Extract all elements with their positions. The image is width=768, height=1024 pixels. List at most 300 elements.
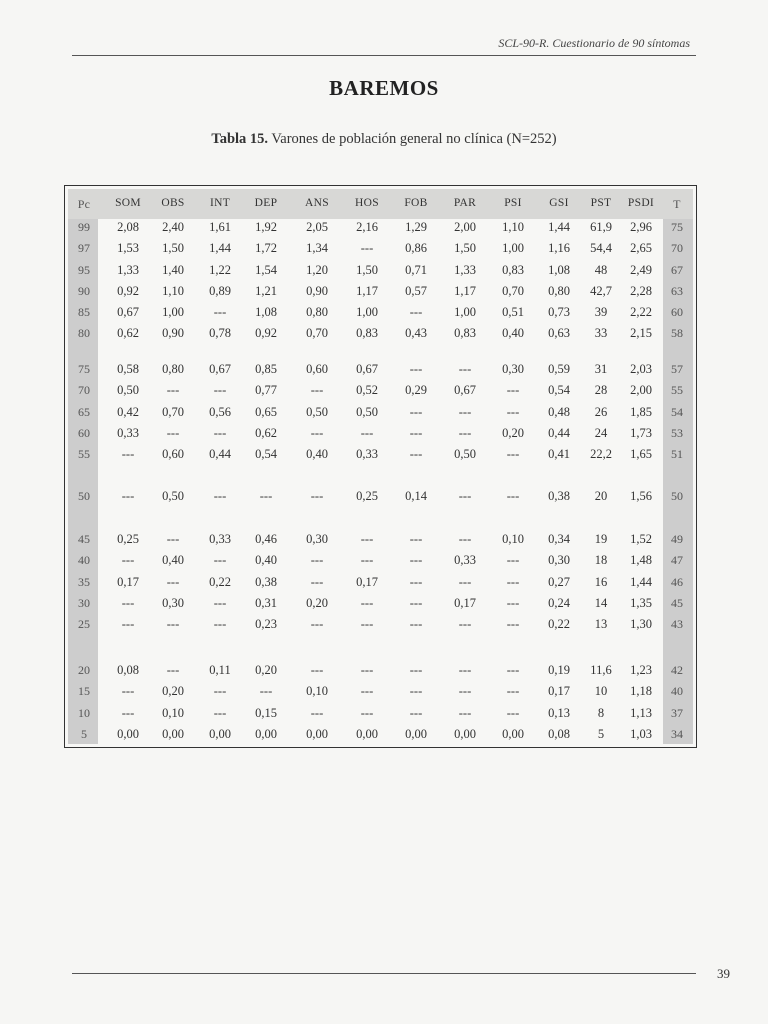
- table-cell: 0,00: [117, 726, 139, 741]
- table-cell: 0,41: [548, 447, 570, 461]
- table-cell: 1,85: [630, 404, 652, 419]
- t-score-cell: 70: [671, 241, 683, 256]
- table-cell: ---: [360, 532, 374, 546]
- table-cell: 1,54: [255, 262, 277, 277]
- table-cell: 0,00: [209, 726, 231, 741]
- table-cell: 2,15: [630, 326, 652, 341]
- t-score-cell: 55: [671, 383, 683, 398]
- table-cell: 1,61: [209, 220, 231, 234]
- table-cell: 0,40: [255, 553, 277, 568]
- table-cell: 11,6: [590, 663, 612, 677]
- table-cell: ---: [360, 617, 374, 631]
- table-caption: [0, 131, 768, 148]
- column-header: T: [673, 197, 681, 211]
- table-cell: ---: [213, 617, 227, 631]
- table-cell: 0,92: [117, 283, 139, 298]
- table-cell: ---: [409, 447, 423, 461]
- table-cell: ---: [166, 425, 180, 440]
- table-cell: 0,50: [454, 447, 476, 461]
- table-cell: 2,49: [630, 262, 652, 277]
- table-cell: ---: [409, 404, 423, 419]
- table-cell: ---: [213, 489, 227, 503]
- table-cell: 0,34: [548, 532, 570, 546]
- table-cell: ---: [166, 663, 180, 677]
- table-cell: ---: [310, 617, 324, 631]
- table-cell: 0,50: [306, 404, 328, 419]
- table-cell: 0,30: [548, 553, 570, 568]
- t-score-cell: 60: [671, 305, 683, 319]
- table-cell: 0,83: [454, 326, 476, 341]
- table-cell: ---: [458, 532, 472, 546]
- table-cell: 0,33: [454, 553, 476, 568]
- table-cell: 0,33: [209, 532, 231, 546]
- table-cell: ---: [213, 595, 227, 610]
- t-score-cell: 42: [671, 663, 683, 677]
- column-header: PAR: [453, 197, 477, 209]
- table-cell: 0,54: [255, 447, 277, 461]
- table-cell: ---: [166, 617, 180, 631]
- table-cell: ---: [360, 553, 374, 568]
- table-cell: ---: [310, 425, 324, 440]
- table-cell: 0,20: [255, 663, 277, 677]
- table-cell: 1,56: [630, 489, 652, 503]
- table-cell: 0,92: [255, 326, 277, 341]
- table-cell: 0,63: [548, 326, 570, 341]
- table-cell: 0,00: [162, 726, 184, 741]
- column-header: SOM: [115, 197, 141, 209]
- table-cell: 0,67: [356, 362, 378, 376]
- column-header: Pc: [77, 197, 91, 211]
- table-cell: ---: [409, 425, 423, 440]
- table-cell: 0,27: [548, 574, 570, 589]
- table-cell: 54,4: [590, 241, 612, 256]
- percentile-cell: 30: [78, 595, 90, 610]
- percentile-cell: 45: [78, 532, 90, 546]
- table-cell: 1,00: [454, 305, 476, 319]
- table-cell: 48: [594, 262, 608, 277]
- table-cell: 0,30: [502, 362, 524, 376]
- table-cell: ---: [121, 617, 135, 631]
- running-head: SCL-90-R. Cuestionario de 90 síntomas: [498, 36, 690, 50]
- table-cell: 0,40: [306, 447, 328, 461]
- column-header: HOS: [355, 197, 379, 209]
- column-header: ANS: [305, 197, 329, 209]
- table-cell: 0,00: [306, 726, 328, 741]
- table-cell: 1,18: [630, 684, 652, 699]
- table-cell: 39: [594, 305, 608, 319]
- table-cell: ---: [360, 425, 374, 440]
- table-cell: 1,00: [356, 305, 378, 319]
- table-cell: 0,00: [454, 726, 476, 741]
- table-cell: 1,17: [356, 283, 378, 298]
- percentile-cell: 55: [78, 447, 90, 461]
- table-cell: 1,16: [548, 241, 570, 256]
- table-cell: ---: [458, 404, 472, 419]
- table-cell: ---: [213, 383, 227, 398]
- t-score-cell: 53: [671, 425, 683, 440]
- caption-label: Tabla 15.: [211, 131, 269, 147]
- table-cell: 0,10: [306, 684, 328, 699]
- table-cell: ---: [166, 383, 180, 398]
- table-cell: 0,67: [209, 362, 231, 376]
- t-score-cell: 45: [671, 595, 683, 610]
- table-cell: ---: [506, 447, 520, 461]
- percentile-cell: 70: [78, 383, 90, 398]
- table-cell: ---: [409, 595, 423, 610]
- percentile-cell: 25: [78, 617, 90, 631]
- column-header: INT: [209, 197, 231, 209]
- table-cell: 0,25: [356, 489, 378, 503]
- table-cell: ---: [121, 489, 135, 503]
- table-cell: 2,28: [630, 283, 652, 298]
- table-cell: 1,20: [306, 262, 328, 277]
- table-cell: 0,48: [548, 404, 570, 419]
- table-cell: ---: [310, 574, 324, 589]
- percentile-cell: 10: [78, 705, 90, 720]
- table-cell: 1,52: [630, 532, 652, 546]
- table-cell: 0,08: [548, 726, 570, 741]
- table-cell: ---: [506, 489, 520, 503]
- table-cell: 42,7: [590, 283, 612, 298]
- table-cell: 0,00: [255, 726, 277, 741]
- table-cell: 0,54: [548, 383, 570, 398]
- table-cell: 0,20: [502, 425, 524, 440]
- table-cell: 2,05: [306, 220, 328, 234]
- column-header: PST: [590, 197, 612, 209]
- table-cell: ---: [310, 663, 324, 677]
- table-cell: 1,44: [209, 241, 231, 256]
- table-cell: 0,78: [209, 326, 231, 341]
- table-cell: ---: [310, 383, 324, 398]
- table-cell: 1,44: [548, 220, 570, 234]
- table-cell: 0,33: [356, 447, 378, 461]
- table-cell: 2,00: [454, 220, 476, 234]
- table-cell: ---: [121, 553, 135, 568]
- table-cell: ---: [506, 574, 520, 589]
- table-cell: 0,80: [162, 362, 184, 376]
- table-cell: 0,33: [117, 425, 139, 440]
- page-title: BAREMOS: [329, 76, 439, 100]
- table-cell: 0,00: [356, 726, 378, 741]
- table-cell: 14: [594, 595, 608, 610]
- table-cell: 1,35: [630, 595, 652, 610]
- table-cell: 0,59: [548, 362, 570, 376]
- table-cell: 1,10: [162, 283, 184, 298]
- table-cell: 0,22: [209, 574, 231, 589]
- table-cell: 10: [594, 684, 608, 699]
- table-cell: 0,23: [255, 617, 277, 631]
- table-cell: 31: [594, 362, 608, 376]
- table-cell: 61,9: [590, 220, 612, 234]
- table-cell: 0,08: [117, 663, 139, 677]
- percentile-cell: 35: [78, 574, 90, 589]
- t-score-cell: 43: [671, 617, 683, 631]
- percentile-cell: 99: [78, 220, 90, 234]
- column-header: DEP: [254, 197, 278, 209]
- table-cell: 0,44: [548, 425, 570, 440]
- table-cell: 1,92: [255, 220, 277, 234]
- table-cell: 1,00: [502, 241, 524, 256]
- table-cell: ---: [213, 705, 227, 720]
- table-cell: 0,30: [162, 595, 184, 610]
- table-cell: ---: [409, 705, 423, 720]
- table-cell: 0,73: [548, 305, 570, 319]
- table-cell: ---: [259, 489, 273, 503]
- table-cell: 0,85: [255, 362, 277, 376]
- table-cell: 0,83: [502, 262, 524, 277]
- table-cell: 1,23: [630, 663, 652, 677]
- table-cell: 0,56: [209, 404, 231, 419]
- table-cell: ---: [506, 553, 520, 568]
- t-score-cell: 63: [671, 283, 683, 298]
- table-cell: 26: [594, 404, 608, 419]
- table-cell: ---: [409, 532, 423, 546]
- table-cell: ---: [458, 425, 472, 440]
- table-cell: 13: [594, 617, 608, 631]
- table-cell: 1,33: [117, 262, 139, 277]
- table-cell: 0,40: [162, 553, 184, 568]
- table-cell: 1,00: [162, 305, 184, 319]
- table-cell: 22,2: [590, 447, 612, 461]
- table-cell: 0,67: [117, 305, 139, 319]
- table-cell: 5: [597, 726, 605, 741]
- column-header: OBS: [161, 197, 185, 209]
- table-cell: 0,57: [405, 283, 427, 298]
- table-cell: ---: [310, 705, 324, 720]
- t-score-cell: 54: [671, 404, 683, 419]
- table-cell: ---: [409, 362, 423, 376]
- table-cell: 1,53: [117, 241, 139, 256]
- table-cell: 0,17: [117, 574, 139, 589]
- percentile-cell: 97: [78, 241, 90, 256]
- table-cell: 1,22: [209, 262, 231, 277]
- table-cell: 28: [594, 383, 608, 398]
- table-cell: ---: [409, 663, 423, 677]
- table-cell: 1,48: [630, 553, 652, 568]
- table-cell: 1,30: [630, 617, 652, 631]
- table-cell: 0,13: [548, 705, 570, 720]
- table-cell: ---: [409, 553, 423, 568]
- table-cell: 2,00: [630, 383, 652, 398]
- percentile-cell: 60: [78, 425, 90, 440]
- percentile-cell: 15: [78, 684, 90, 699]
- table-cell: 1,50: [454, 241, 476, 256]
- table-cell: 0,17: [548, 684, 570, 699]
- table-cell: 2,22: [630, 305, 652, 319]
- table-cell: ---: [360, 705, 374, 720]
- table-cell: 0,71: [405, 262, 427, 277]
- table-cell: ---: [409, 305, 423, 319]
- table-cell: 0,50: [356, 404, 378, 419]
- table-cell: 0,80: [306, 305, 328, 319]
- table-cell: 0,50: [162, 489, 184, 503]
- table-cell: 0,17: [356, 574, 378, 589]
- table-cell: ---: [213, 425, 227, 440]
- percentile-cell: 5: [81, 726, 87, 741]
- table-cell: ---: [506, 684, 520, 699]
- table-cell: 20: [594, 489, 608, 503]
- table-cell: 0,46: [255, 532, 277, 546]
- percentile-cell: 65: [78, 404, 90, 419]
- table-cell: 0,43: [405, 326, 427, 341]
- table-cell: ---: [121, 684, 135, 699]
- table-cell: ---: [121, 595, 135, 610]
- table-cell: ---: [360, 684, 374, 699]
- table-cell: 0,77: [255, 383, 277, 398]
- column-header: GSI: [549, 197, 569, 209]
- table-cell: 0,38: [548, 489, 570, 503]
- table-cell: ---: [166, 574, 180, 589]
- table-cell: 0,51: [502, 305, 524, 319]
- table-cell: ---: [458, 705, 472, 720]
- table-cell: 1,50: [356, 262, 378, 277]
- table-cell: 0,10: [162, 705, 184, 720]
- table-cell: 0,11: [209, 663, 231, 677]
- top-rule: [72, 55, 696, 56]
- percentile-cell: 80: [78, 326, 90, 341]
- table-cell: ---: [310, 553, 324, 568]
- table-cell: 0,52: [356, 383, 378, 398]
- t-score-cell: 67: [671, 262, 683, 277]
- table-cell: 1,34: [306, 241, 328, 256]
- table-cell: 0,60: [162, 447, 184, 461]
- table-cell: 0,10: [502, 532, 524, 546]
- percentile-cell: 20: [78, 663, 90, 677]
- table-cell: ---: [506, 617, 520, 631]
- table-cell: ---: [310, 489, 324, 503]
- table-cell: ---: [409, 574, 423, 589]
- table-cell: 1,08: [255, 305, 277, 319]
- table-cell: ---: [506, 663, 520, 677]
- table-cell: 0,25: [117, 532, 139, 546]
- table-cell: 1,08: [548, 262, 570, 277]
- table-cell: 0,40: [502, 326, 524, 341]
- table-cell: 1,13: [630, 705, 652, 720]
- t-score-cell: 40: [671, 684, 683, 699]
- t-score-cell: 47: [671, 553, 683, 568]
- t-score-cell: 50: [671, 489, 683, 503]
- table-cell: 0,58: [117, 362, 139, 376]
- table-cell: 0,19: [548, 663, 570, 677]
- bottom-rule: [72, 973, 696, 974]
- t-score-cell: 51: [671, 447, 683, 461]
- table-cell: 0,67: [454, 383, 476, 398]
- column-header: PSDI: [627, 197, 655, 209]
- table-cell: ---: [458, 663, 472, 677]
- table-cell: 0,29: [405, 383, 427, 398]
- percentile-cell: 40: [78, 553, 90, 568]
- table-cell: 0,24: [548, 595, 570, 610]
- table-cell: 1,17: [454, 283, 476, 298]
- table-cell: 19: [594, 532, 608, 546]
- table-cell: 1,40: [162, 262, 184, 277]
- table-cell: 0,20: [306, 595, 328, 610]
- table-cell: 8: [597, 705, 605, 720]
- table-cell: 0,00: [502, 726, 524, 741]
- table-cell: 0,70: [306, 326, 328, 341]
- table-cell: 0,83: [356, 326, 378, 341]
- table-cell: 2,03: [630, 362, 652, 376]
- t-score-cell: 57: [671, 362, 683, 376]
- table-cell: 0,60: [306, 362, 328, 376]
- table-cell: ---: [259, 684, 273, 699]
- table-cell: ---: [121, 705, 135, 720]
- table-cell: 1,33: [454, 262, 476, 277]
- t-score-cell: 49: [671, 532, 683, 546]
- table-cell: 1,21: [255, 283, 277, 298]
- table-cell: 0,70: [502, 283, 524, 298]
- caption-text: Varones de población general no clínica (N=252): [268, 131, 557, 147]
- table-cell: 1,44: [630, 574, 652, 589]
- table-cell: 0,90: [306, 283, 328, 298]
- table-cell: 0,89: [209, 283, 231, 298]
- table-cell: ---: [458, 684, 472, 699]
- table-cell: 0,50: [117, 383, 139, 398]
- table-cell: 0,70: [162, 404, 184, 419]
- table-cell: ---: [409, 684, 423, 699]
- table-cell: ---: [166, 532, 180, 546]
- table-cell: ---: [506, 383, 520, 398]
- table-cell: ---: [213, 684, 227, 699]
- table-cell: ---: [213, 305, 227, 319]
- percentile-cell: 50: [78, 489, 90, 503]
- table-cell: 0,00: [405, 726, 427, 741]
- table-cell: ---: [506, 595, 520, 610]
- table-cell: 1,50: [162, 241, 184, 256]
- percentile-cell: 85: [78, 305, 90, 319]
- table-cell: ---: [458, 574, 472, 589]
- table-cell: 1,29: [405, 220, 427, 234]
- percentile-cell: 90: [78, 283, 90, 298]
- table-cell: 0,65: [255, 404, 277, 419]
- table-cell: 0,22: [548, 617, 570, 631]
- table-cell: 2,40: [162, 220, 184, 234]
- table-cell: ---: [506, 705, 520, 720]
- table-cell: 0,62: [255, 425, 277, 440]
- table-cell: 0,80: [548, 283, 570, 298]
- table-cell: 0,14: [405, 489, 427, 503]
- table-cell: 2,96: [630, 220, 652, 234]
- norms-table: [64, 185, 697, 748]
- table-cell: 24: [594, 425, 608, 440]
- table-cell: 0,44: [209, 447, 231, 461]
- table-cell: 33: [594, 326, 608, 341]
- table-cell: 1,65: [630, 447, 652, 461]
- t-score-cell: 58: [671, 326, 683, 341]
- t-score-cell: 34: [671, 726, 683, 741]
- table-cell: 0,15: [255, 705, 277, 720]
- table-cell: ---: [360, 595, 374, 610]
- table-cell: 0,42: [117, 404, 139, 419]
- table-cell: 18: [594, 553, 608, 568]
- table-cell: 16: [594, 574, 608, 589]
- percentile-cell: 75: [78, 362, 90, 376]
- percentile-cell: 95: [78, 262, 90, 277]
- t-score-cell: 37: [671, 705, 683, 720]
- page-number: 39: [717, 966, 730, 981]
- table-cell: 1,03: [630, 726, 652, 741]
- table-cell: ---: [121, 447, 135, 461]
- table-cell: 0,30: [306, 532, 328, 546]
- t-score-cell: 75: [671, 220, 683, 234]
- table-cell: ---: [360, 663, 374, 677]
- table-cell: 2,65: [630, 241, 652, 256]
- table-cell: ---: [360, 241, 374, 256]
- column-header: PSI: [504, 197, 522, 209]
- table-cell: 1,10: [502, 220, 524, 234]
- table-cell: 1,72: [255, 241, 277, 256]
- table-cell: 0,31: [255, 595, 277, 610]
